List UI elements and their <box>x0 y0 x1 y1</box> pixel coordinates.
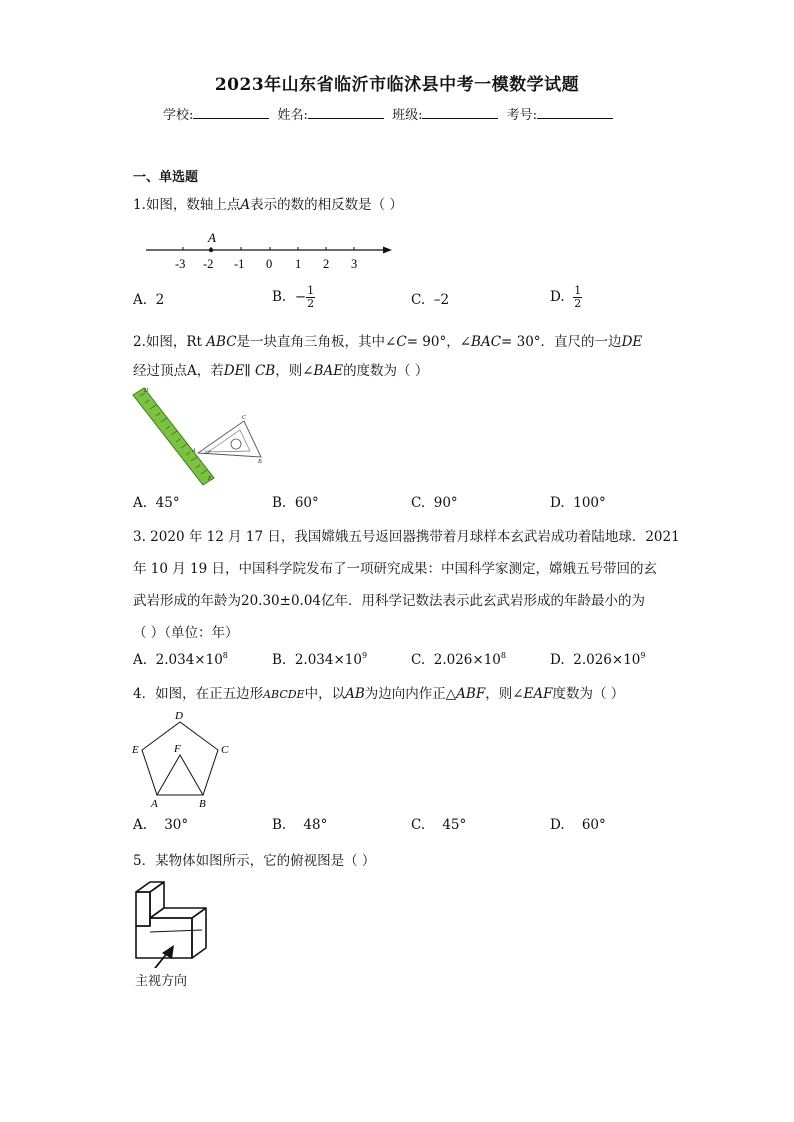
q3-option-d[interactable]: D. $2.026\times 10^9$ <box>550 651 646 668</box>
label-c: C <box>242 415 247 421</box>
point-a-label: A <box>208 230 216 245</box>
label-b: B <box>258 459 262 465</box>
q1-stem-end: 表示的数的相反数是（ ） <box>250 197 403 213</box>
number-label: 考号: <box>506 108 537 123</box>
vertex-d: D <box>175 710 183 722</box>
q1-option-d[interactable]: D. $\frac{1}{2}$ <box>550 284 582 310</box>
exam-title: 2023年山东省临沂市临沭县中考一模数学试题 <box>214 75 580 95</box>
hidden-edge <box>150 930 202 932</box>
label-e: E <box>208 476 212 482</box>
triangle-inner <box>208 430 250 452</box>
number-blank <box>537 106 613 119</box>
vertex-a: A <box>151 798 158 810</box>
name-blank <box>308 106 384 119</box>
pentagon-abcde <box>142 722 218 795</box>
q1-stem <box>133 193 403 213</box>
q3-option-a[interactable]: A. $2.034\times 10^8$ <box>133 651 228 668</box>
class-label: 班级: <box>392 108 423 123</box>
q1-stem-text: 1.如图，数轴上点 <box>133 197 241 213</box>
vertex-f: F <box>174 743 181 755</box>
q2-option-d[interactable]: D. 100° <box>550 495 606 511</box>
q3-stem-line4: （ ）（单位：年） <box>133 625 239 641</box>
fraction-one-half: $\frac{1}{2}$ <box>307 284 315 310</box>
q1-option-a[interactable]: A. 2 <box>133 292 165 308</box>
point-a-dot <box>209 248 213 252</box>
q4-pentagon-figure <box>130 706 240 810</box>
tick-label: 2 <box>323 257 330 271</box>
q3-option-b[interactable]: B. $2.034\times 10^9$ <box>272 651 368 668</box>
q3-stem-line3: 武岩形成的年龄为20.30±0.04亿年．用科学记数法表示此玄武岩形成的年龄最小的为 <box>133 593 646 609</box>
q4-option-d[interactable]: D. 60° <box>550 817 606 833</box>
vertex-e: E <box>132 744 139 756</box>
class-blank <box>422 106 498 119</box>
school-blank <box>193 106 269 119</box>
q4-option-b[interactable]: B. 48° <box>272 817 328 833</box>
q1-option-c[interactable]: C. –2 <box>411 292 450 308</box>
q3-stem-line2: 年 10 月 19 日，中国科学院发布了一项研究成果：中国科学家测定，嫦娥五号带回的玄 <box>133 561 658 577</box>
vertex-c: C <box>221 744 229 756</box>
section-title: 一、单选题 <box>133 170 199 185</box>
tick-label: -1 <box>234 257 245 271</box>
label-angle: 30° <box>204 451 211 456</box>
q5-stem: 5．某物体如图所示，它的俯视图是（ ） <box>133 853 376 869</box>
q2-stem-line2: 经过顶点A，若DE∥ CB，则∠BAE的度数为（ ） <box>133 363 429 379</box>
name-label: 姓名: <box>277 108 308 123</box>
q2-ruler-triangle-figure <box>130 383 270 488</box>
label-d: D <box>144 388 149 394</box>
tick-label: -3 <box>175 257 186 271</box>
tick-label: 3 <box>351 257 358 271</box>
tick-label: 1 <box>295 257 302 271</box>
number-line-arrow <box>383 247 392 254</box>
q3-option-c[interactable]: C. $2.026\times 10^8$ <box>411 651 506 668</box>
q5-solid-figure <box>130 880 220 968</box>
q4-stem: 4．如图，在正五边形ABCDE中，以AB为边向内作正△ABF，则∠EAF度数为（ ） <box>133 686 625 702</box>
q2-stem-line1: 2.如图，Rt ABC是一块直角三角板，其中∠C= 90°，∠BAC= 30°．直尺的一边DE <box>133 334 643 350</box>
tick-label: 0 <box>266 257 273 271</box>
l-shaped-solid <box>136 882 206 958</box>
q1-option-b[interactable]: B. − $\frac{1}{2}$ <box>272 284 315 310</box>
q4-option-c[interactable]: C. 45° <box>411 817 467 833</box>
view-direction-caption: 主视方向 <box>135 974 188 989</box>
q1-number-line <box>140 228 400 272</box>
q2-option-c[interactable]: C. 90° <box>411 495 458 511</box>
tick-label: -2 <box>203 257 214 271</box>
triangle-hole <box>231 439 241 449</box>
q4-option-a[interactable]: A. 30° <box>133 817 189 833</box>
q1-var: A <box>240 197 251 213</box>
vertex-b: B <box>199 798 206 810</box>
fraction-one-half: $\frac{1}{2}$ <box>574 284 582 310</box>
triangle-abf <box>157 755 203 795</box>
student-info-row <box>163 104 613 123</box>
school-label: 学校: <box>163 108 194 123</box>
q2-option-b[interactable]: B. 60° <box>272 495 319 511</box>
label-a: A <box>192 448 196 454</box>
q2-option-a[interactable]: A. 45° <box>133 495 180 511</box>
q3-stem-line1: 3. 2020 年 12 月 17 日，我国嫦娥五号返回器携带着月球样本玄武岩成功着陆地球．2021 <box>133 529 680 545</box>
